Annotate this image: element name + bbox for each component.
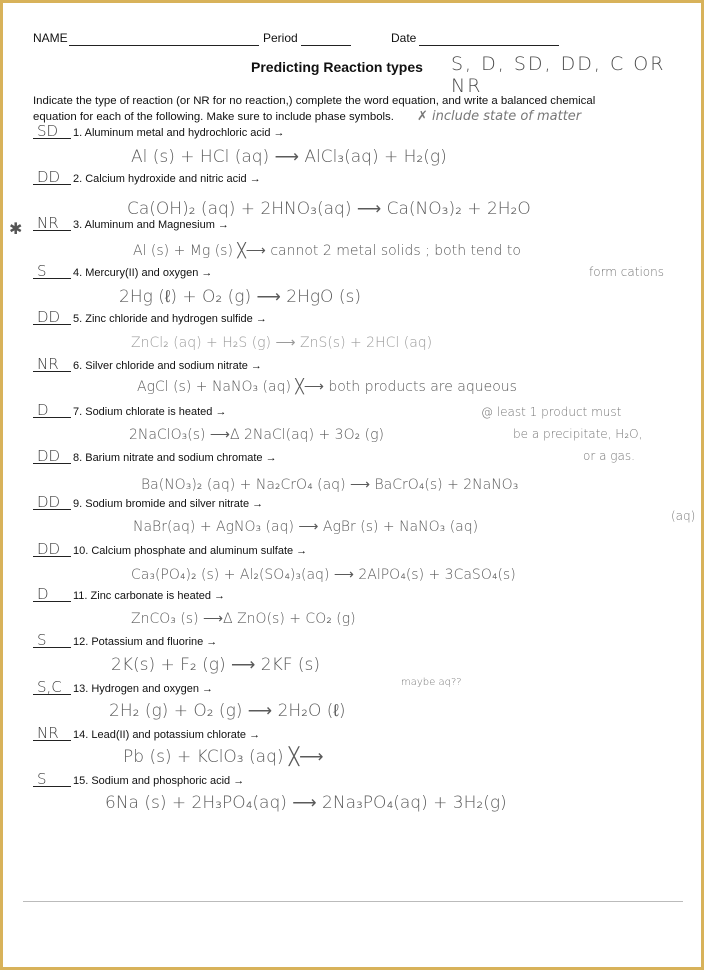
question-5	[33, 308, 267, 326]
answer-handwritten: S	[37, 631, 47, 649]
question-text: 14. Lead(II) and potassium chlorate →	[73, 729, 261, 741]
question-text: 15. Sodium and phosphoric acid →	[73, 775, 245, 787]
answer-handwritten: S,C	[37, 678, 62, 696]
question-3	[33, 214, 229, 232]
work-line: ZnCO₃ (s) ⟶Δ ZnO(s) + CO₂ (g)	[131, 611, 356, 627]
question-11	[33, 585, 226, 603]
question-text: 6. Silver chloride and sodium nitrate →	[73, 360, 262, 372]
star-mark-icon: ✱	[9, 219, 23, 238]
question-text: 3. Aluminum and Magnesium →	[73, 219, 229, 231]
question-text: 7. Sodium chlorate is heated →	[73, 406, 227, 418]
answer-blank[interactable]	[33, 214, 71, 232]
work-line: Al (s) + HCl (aq) ⟶ AlCl₃(aq) + H₂(g)	[131, 147, 447, 167]
answer-blank[interactable]	[33, 122, 71, 140]
name-field[interactable]	[69, 45, 259, 46]
question-6	[33, 355, 262, 373]
answer-blank[interactable]	[33, 168, 71, 186]
answer-handwritten: SD	[37, 122, 59, 140]
question-text: 8. Barium nitrate and sodium chromate →	[73, 452, 277, 464]
answer-handwritten: NR	[37, 214, 59, 232]
answer-blank[interactable]	[33, 585, 71, 603]
answer-handwritten: S	[37, 770, 47, 788]
question-8	[33, 447, 277, 465]
handwritten-type-list: S, D, SD, DD, C OR NR	[451, 53, 666, 97]
answer-blank[interactable]	[33, 724, 71, 742]
answer-blank[interactable]	[33, 355, 71, 373]
question-9	[33, 493, 264, 511]
answer-blank[interactable]	[33, 308, 71, 326]
page-title: Predicting Reaction types	[251, 59, 423, 75]
work-note: be a precipitate, H₂O,	[513, 427, 643, 441]
question-7	[33, 401, 227, 419]
answer-blank[interactable]	[33, 401, 71, 419]
instructions: Indicate the type of reaction (or NR for no reaction,) complete the word equation, and write a balanced chemical equation for each of the following. Make sure to include phase symbols.	[33, 95, 596, 123]
question-10	[33, 540, 308, 558]
question-text: 12. Potassium and fluorine →	[73, 636, 218, 648]
work-line: Ba(NO₃)₂ (aq) + Na₂CrO₄ (aq) ⟶ BaCrO₄(s) + 2NaNO₃	[141, 477, 519, 493]
question-15	[33, 770, 245, 788]
handwritten-instruction-note: ✗ include state of matter	[417, 109, 582, 124]
answer-handwritten: DD	[37, 540, 61, 558]
question-text: 10. Calcium phosphate and aluminum sulfate →	[73, 545, 308, 557]
answer-blank[interactable]	[33, 678, 71, 696]
question-1	[33, 122, 285, 140]
work-line: 6Na (s) + 2H₃PO₄(aq) ⟶ 2Na₃PO₄(aq) + 3H₂(g)	[105, 793, 507, 813]
answer-handwritten: DD	[37, 447, 61, 465]
question-text: 9. Sodium bromide and silver nitrate →	[73, 498, 264, 510]
divider	[23, 901, 683, 902]
work-line: ZnCl₂ (aq) + H₂S (g) ⟶ ZnS(s) + 2HCl (aq)	[131, 335, 433, 351]
question-text: 11. Zinc carbonate is heated →	[73, 590, 226, 602]
question-12	[33, 631, 218, 649]
question-text: 4. Mercury(II) and oxygen →	[73, 267, 213, 279]
answer-blank[interactable]	[33, 262, 71, 280]
period-field[interactable]	[301, 45, 351, 46]
question-4	[33, 262, 213, 280]
answer-handwritten: S	[37, 262, 47, 280]
question-text: 2. Calcium hydroxide and nitric acid →	[73, 173, 261, 185]
work-line: 2H₂ (g) + O₂ (g) ⟶ 2H₂O (ℓ)	[109, 701, 346, 721]
answer-handwritten: NR	[37, 355, 59, 373]
name-label: NAME	[33, 31, 68, 45]
work-line: 2NaClO₃(s) ⟶Δ 2NaCl(aq) + 3O₂ (g)	[129, 427, 384, 443]
answer-handwritten: D	[37, 585, 49, 603]
answer-handwritten: DD	[37, 168, 61, 186]
question-2	[33, 168, 261, 186]
answer-handwritten: DD	[37, 308, 61, 326]
question-13	[33, 678, 214, 696]
work-line: NaBr(aq) + AgNO₃ (aq) ⟶ AgBr (s) + NaNO₃ (aq)	[133, 519, 479, 535]
question-text: 5. Zinc chloride and hydrogen sulfide →	[73, 313, 267, 325]
work-note: form cations	[589, 265, 664, 279]
work-note: maybe aq??	[401, 677, 462, 688]
work-line: Ca₃(PO₄)₂ (s) + Al₂(SO₄)₃(aq) ⟶ 2AlPO₄(s) + 3CaSO₄(s)	[131, 567, 516, 583]
question-text: 1. Aluminum metal and hydrochloric acid →	[73, 127, 285, 139]
answer-handwritten: D	[37, 401, 49, 419]
work-line: Ca(OH)₂ (aq) + 2HNO₃(aq) ⟶ Ca(NO₃)₂ + 2H₂O	[127, 199, 531, 219]
work-note: (aq)	[671, 509, 696, 523]
date-label: Date	[391, 31, 417, 45]
question-text: 13. Hydrogen and oxygen →	[73, 683, 214, 695]
work-line: AgCl (s) + NaNO₃ (aq) ╳⟶ both products are aqueous	[137, 379, 517, 395]
answer-blank[interactable]	[33, 770, 71, 788]
work-line: 2K(s) + F₂ (g) ⟶ 2KF (s)	[111, 655, 321, 675]
answer-blank[interactable]	[33, 631, 71, 649]
date-field[interactable]	[419, 45, 559, 46]
answer-blank[interactable]	[33, 493, 71, 511]
work-note: or a gas.	[583, 449, 635, 463]
work-note: @ least 1 product must	[481, 405, 622, 419]
answer-blank[interactable]	[33, 447, 71, 465]
answer-blank[interactable]	[33, 540, 71, 558]
answer-handwritten: DD	[37, 493, 61, 511]
question-14	[33, 724, 261, 742]
work-line: Al (s) + Mg (s) ╳⟶ cannot 2 metal solids ; both tend to	[133, 243, 521, 259]
period-label: Period	[263, 31, 298, 45]
worksheet	[3, 3, 701, 967]
work-line: Pb (s) + KClO₃ (aq) ╳⟶	[123, 747, 324, 767]
answer-handwritten: NR	[37, 724, 59, 742]
work-line: 2Hg (ℓ) + O₂ (g) ⟶ 2HgO (s)	[119, 287, 361, 307]
